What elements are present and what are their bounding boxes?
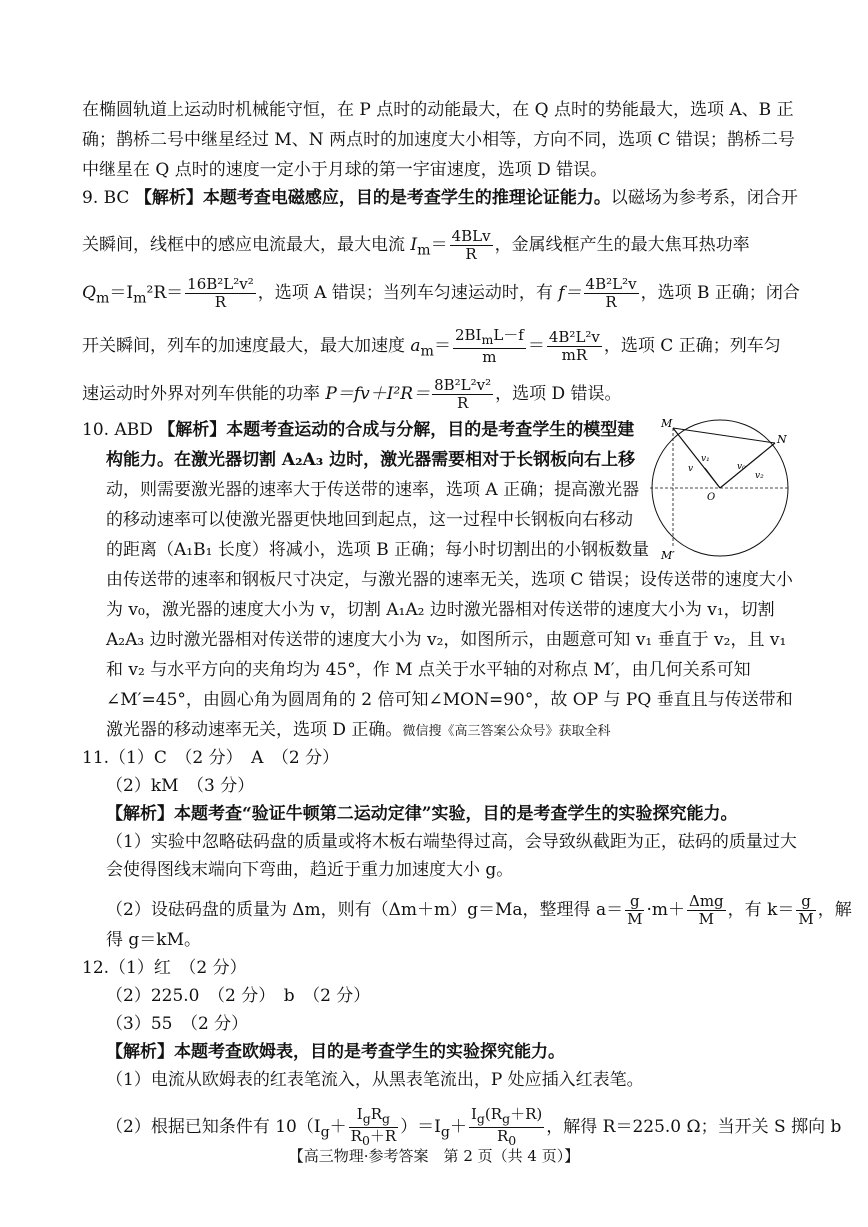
- label-v2: v₂: [755, 471, 764, 481]
- text-line: 中继星在 Q 点时的速度一定小于月球的第一宇宙速度，选项 D 错误。: [82, 160, 608, 180]
- text-line: （1）电流从欧姆表的红表笔流入，从黑表笔流出，P 处应插入红表笔。: [106, 1070, 644, 1090]
- q9-line-4: [82, 327, 781, 366]
- formula: f＝: [558, 283, 582, 303]
- formula: ＝: [430, 235, 448, 255]
- formula: P＝fv＋I²R＝: [325, 384, 431, 404]
- analysis-tag: 【解析】本题考查欧姆表，目的是考查学生的实验探究能力。: [106, 1042, 565, 1062]
- label-N: N: [777, 433, 787, 446]
- text: ，选项 A 错误；当列车匀速运动时，有: [257, 283, 553, 303]
- q10-line-1: [82, 420, 634, 440]
- velocity-circle-diagram: [645, 413, 795, 563]
- fraction: $\frac{g}{M}$: [798, 892, 814, 928]
- text: ，金属线框产生的最大焦耳热功率: [494, 235, 750, 255]
- text-line: A₂A₃ 边时激光器相对传送带的速度大小为 v₂，如图所示，由题意可知 v₁ 垂直于 v₂，且 v₁: [106, 630, 787, 650]
- analysis-tag: 【解析】本题考查运动的合成与分解，目的是考查学生的模型建: [158, 420, 635, 440]
- formula: ＝I: [109, 283, 134, 303]
- label-M: M: [661, 417, 673, 430]
- text-line: 由传送带的速率和钢板尺寸决定，与激光器的速率无关，选项 C 错误；设传送带的速度大小: [106, 570, 793, 590]
- formula-sub: m: [417, 242, 431, 259]
- page-footer: 【高三物理·参考答案 第 2 页（共 4 页）】: [288, 1147, 580, 1165]
- label-v: v: [688, 464, 694, 474]
- watermark-text: 微信搜《高三答案公众号》获取全科: [402, 724, 611, 739]
- text: ，选项 B 正确；闭合: [640, 283, 800, 303]
- label-v1: v₁: [701, 454, 710, 464]
- text-line: 动，则需要激光器的速率大于传送带的速率，选项 A 正确；提高激光器: [106, 480, 640, 500]
- text-line: 得 g＝kM。: [106, 930, 201, 950]
- text-line: （2）根据已知条件有 $10(I_g+$ $\frac{I_gR_g}{R_0+R}$ ）$=I_g+$ $\frac{I_g(R_g+R)}{R_0}$ ，解得 R＝225.0 Ω；当开关 S 掷向 b: [106, 1105, 842, 1148]
- fraction: $\frac{I_g(R_g+R)}{R_0}$: [470, 1105, 543, 1148]
- formula-sub: m: [420, 343, 434, 360]
- fraction: $\frac{g}{M}$: [627, 892, 643, 928]
- text-line: 的移动速率可以使激光器更快地回到起点，这一过程中长钢板向右移动: [106, 510, 633, 530]
- text: 速运动时外界对列车供能的功率: [82, 384, 320, 404]
- text-line: 12.（1）红 （2 分）: [82, 958, 247, 978]
- text: 关瞬间，线框中的感应电流最大，最大电流: [82, 235, 405, 255]
- v1-vector: [705, 468, 720, 488]
- text: 以磁场为参考系，闭合开: [610, 188, 798, 208]
- formula-sub: m: [133, 290, 147, 307]
- formula-sub: m: [95, 290, 110, 307]
- text: 开关瞬间，列车的加速度最大，最大加速度: [82, 336, 405, 356]
- q9-line-3: [82, 276, 800, 311]
- fraction: $\frac{\text{4B²L²v}}{R}$: [585, 275, 637, 311]
- label-M-prime: M′: [661, 549, 675, 562]
- fraction: $\frac{\text{Δmg}}{M}$: [689, 892, 724, 928]
- text-line: ∠M′=45°，由圆心角为圆周角的 2 倍可知∠MON=90°，故 OP 与 PQ 垂直且与传送带和: [106, 690, 793, 710]
- question-number: 10. ABD: [82, 420, 153, 440]
- text: ，选项 D 错误。: [495, 384, 622, 404]
- formula: a: [410, 336, 421, 356]
- text-line: （2）kM （3 分）: [106, 776, 255, 796]
- formula: ＝: [433, 336, 451, 356]
- fraction: $\frac{\text{16B²L²v²}}{R}$: [187, 275, 254, 311]
- text-line: 构能力。在激光器切割 A₂A₃ 边时，激光器需要相对于长钢板向右上移: [106, 450, 636, 470]
- q9-line-2: [82, 228, 750, 263]
- text-line: 确；鹊桥二号中继星经过 M、N 两点时的加速度大小相等，方向不同，选项 C 错误；鹊桥二号: [82, 130, 795, 150]
- fraction: $\frac{I_gR_g}{R_0+R}$: [350, 1105, 397, 1148]
- formula: I: [410, 235, 418, 255]
- text-line: 为 v₀，激光器的速度大小为 v，切割 A₁A₂ 边时激光器相对传送带的速度大小为 v₁，切割: [106, 600, 775, 620]
- label-v0: v₀: [737, 462, 746, 472]
- fraction: $\frac{2BI_mL-f}{m}$: [454, 326, 524, 366]
- question-number: 9. BC: [82, 188, 130, 208]
- formula: ²R＝: [146, 283, 184, 303]
- formula: ＝: [527, 336, 545, 356]
- text-line: 的距离（A₁B₁ 长度）将减小，选项 B 正确；每小时切割出的小钢板数量: [106, 540, 650, 560]
- text-line: （2）225.0 （2 分） b （2 分）: [106, 986, 371, 1006]
- text-line: 会使得图线末端向下弯曲，趋近于重力加速度大小 g。: [106, 860, 514, 880]
- fraction: $\frac{\text{4BLv}}{R}$: [451, 227, 491, 263]
- v2-vector: [720, 443, 775, 488]
- formula: Q: [82, 283, 96, 303]
- text-line: （3）55 （2 分）: [106, 1014, 249, 1034]
- fraction: $\frac{\text{8B²L²v²}}{R}$: [434, 376, 492, 412]
- text-line: 在椭圆轨道上运动时机械能守恒，在 P 点时的动能最大，在 Q 点时的势能最大，选项 A、B 正: [82, 100, 794, 120]
- text-line: 和 v₂ 与水平方向的夹角均为 45°，作 M 点关于水平轴的对称点 M′，由几何关系可知: [106, 660, 751, 680]
- analysis-tag: 【解析】本题考查“验证牛顿第二运动定律”实验，目的是考查学生的实验探究能力。: [106, 804, 738, 824]
- text: ，选项 C 正确；列车匀: [603, 336, 781, 356]
- analysis-tag: 【解析】本题考查电磁感应，目的是考查学生的推理论证能力。: [134, 188, 611, 208]
- text-line: （1）实验中忽略砝码盘的质量或将木板右端垫得过高，会导致纵截距为正，砝码的质量过大: [106, 832, 797, 852]
- text-line: （2）设砝码盘的质量为 Δm，则有（Δm＋m）g＝Ma，整理得 a＝ $\frac{g}{M}$ ·m＋ $\frac{\text{Δmg}}{M}$ ，有 k＝ $\frac{g}{M}$ ，解: [106, 892, 852, 928]
- fraction: $\frac{\text{4B²L²v}}{mR}$: [548, 328, 600, 364]
- text-line: 激光器的移动速率无关，选项 D 正确。微信搜《高三答案公众号》获取全科: [106, 720, 611, 740]
- q9-line-1: [82, 188, 798, 208]
- q9-line-5: [82, 377, 622, 412]
- text-line: 11.（1）C （2 分） A （2 分）: [82, 748, 340, 768]
- label-O: O: [707, 492, 716, 503]
- v0-vector: [673, 428, 775, 443]
